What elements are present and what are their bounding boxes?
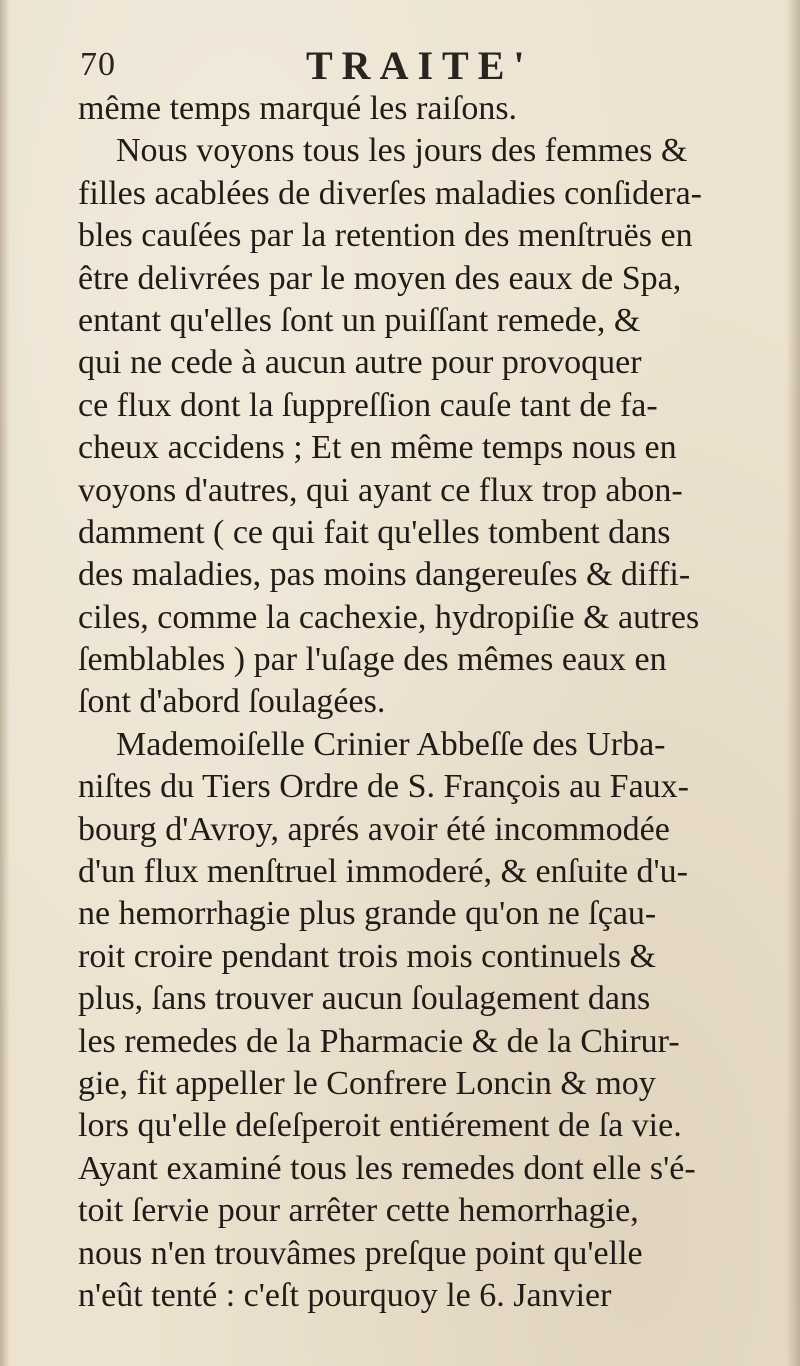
text-line: plus, ſans trouver aucun ſoulagement dans [78, 980, 651, 1018]
text-line: n'eût tenté : c'eſt pourquoy le 6. Janvier [78, 1276, 612, 1314]
text-line: gie, fit appeller le Confrere Loncin & moy [78, 1064, 656, 1102]
page-number: 70 [80, 46, 116, 83]
text-line: lors qu'elle deſeſperoit entiérement de ſa vie. [78, 1107, 682, 1145]
body-text [78, 88, 768, 1317]
page-header [74, 42, 774, 90]
text-line: d'un flux menſtruel immoderé, & enſuite d'u- [78, 853, 688, 891]
text-line: niſtes du Tiers Ordre de S. François au Faux- [78, 768, 690, 806]
text-line: même temps marqué les raiſons. [78, 90, 518, 127]
text-line: ſont d'abord ſoulagées. [78, 683, 386, 721]
text-line: Nous voyons tous les jours des femmes & [116, 132, 688, 170]
text-line: bles cauſées par la retention des menſtruës en [78, 217, 693, 255]
page-edge [786, 0, 800, 1366]
text-line: ne hemorrhagie plus grande qu'on ne ſçau- [78, 895, 657, 933]
text-line: ciles, comme la cachexie, hydropiſie & autres [78, 598, 700, 636]
text-line: voyons d'autres, qui ayant ce flux trop abon- [78, 471, 683, 509]
text-line: entant qu'elles ſont un puiſſant remede, & [78, 301, 641, 339]
text-line: bourg d'Avroy, aprés avoir été incommodée [78, 810, 670, 848]
text-line: nous n'en trouvâmes preſque point qu'elle [78, 1234, 643, 1272]
text-line: être delivrées par le moyen des eaux de Spa, [78, 259, 682, 297]
text-line: damment ( ce qui fait qu'elles tombent dans [78, 513, 671, 551]
text-line: cheux accidens ; Et en même temps nous en [78, 429, 677, 467]
text-line: qui ne cede à aucun autre pour provoquer [78, 344, 642, 382]
spine-shadow [0, 0, 10, 1366]
text-line: filles acablées de diverſes maladies conſidera- [78, 174, 702, 212]
text-line: ce flux dont la ſuppreſſion cauſe tant de fa- [78, 386, 658, 424]
text-line: les remedes de la Pharmacie & de la Chirur- [78, 1022, 680, 1060]
text-line: roit croire pendant trois mois continuels & [78, 937, 656, 975]
text-line: toit ſervie pour arrêter cette hemorrhagie, [78, 1192, 639, 1230]
text-line: ſemblables ) par l'uſage des mêmes eaux en [78, 641, 667, 679]
text-line: Mademoiſelle Crinier Abbeſſe des Urba- [116, 725, 666, 763]
text-line: Ayant examiné tous les remedes dont elle s'é- [78, 1149, 696, 1187]
text-line: des maladies, pas moins dangereuſes & diffi- [78, 556, 691, 594]
running-title: TRAITE' [306, 43, 534, 88]
